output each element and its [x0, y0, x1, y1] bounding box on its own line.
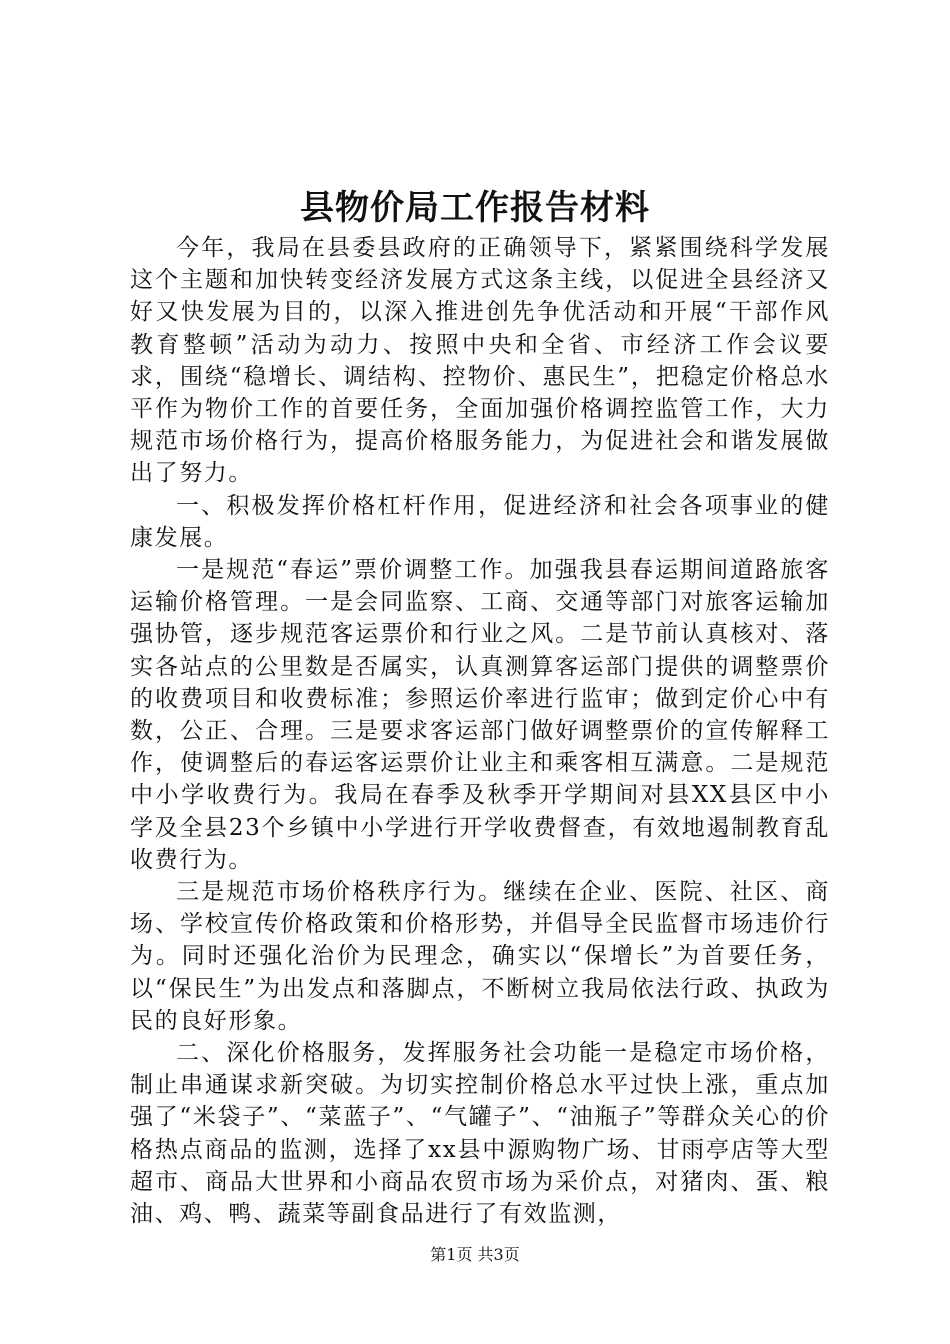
paragraph-intro: 今年，我局在县委县政府的正确领导下，紧紧围绕科学发展这个主题和加快转变经济发展方式这条主线，以促进全县经济又好又快发展为目的，以深入推进创先争优活动和开展“干部作风教育整顿”活动为动力、按照中央和全省、市经济工作会议要求，围绕“稳增长、调结构、控物价、惠民生”，把稳定价格总水平作为物价工作的首要任务，全面加强价格调控监管工作，大力规范市场价格行为，提高价格服务能力，为促进社会和谐发展做出了努力。 — [130, 235, 830, 487]
page-number-footer: 第1页 共3页 — [430, 1245, 520, 1264]
paragraph-section-1-heading: 一、积极发挥价格杠杆作用，促进经济和社会各项事业的健康发展。 — [130, 492, 830, 551]
paragraph-market-order: 三是规范市场价格秩序行为。继续在企业、医院、社区、商场、学校宣传价格政策和价格形势，并倡导全民监督市场违价行为。同时还强化治价为民理念，确实以“保增长”为首要任务，以“保民生”为出发点和落脚点，不断树立我局依法行政、执政为民的良好形象。 — [130, 879, 830, 1034]
paragraph-spring-transport: 一是规范“春运”票价调整工作。加强我县春运期间道路旅客运输价格管理。一是会同监察、工商、交通等部门对旅客运输加强协管，逐步规范客运票价和行业之风。二是节前认真核对、落实各站点的公里数是否属实，认真测算客运部门提供的调整票价的收费项目和收费标准；参照运价率进行监审；做到定价心中有数，公正、合理。三是要求客运部门做好调整票价的宣传解释工作，使调整后的春运客运票价让业主和乘客相互满意。二是规范中小学收费行为。我局在春季及秋季开学期间对县XX县区中小学及全县23个乡镇中小学进行开学收费督查，有效地遏制教育乱收费行为。 — [130, 557, 830, 873]
paragraph-section-2: 二、深化价格服务，发挥服务社会功能一是稳定市场价格，制止串通谋求新突破。为切实控制价格总水平过快上涨，重点加强了“米袋子”、“菜蓝子”、“气罐子”、“油瓶子”等群众关心的价格热点商品的监测，选择了xx县中源购物广场、甘雨亭店等大型超市、商品大世界和小商品农贸市场为采价点，对猪肉、蛋、粮油、鸡、鸭、蔬菜等副食品进行了有效监测， — [130, 1040, 830, 1228]
document-body — [130, 232, 830, 1230]
document-title: 县物价局工作报告材料 — [300, 188, 650, 228]
